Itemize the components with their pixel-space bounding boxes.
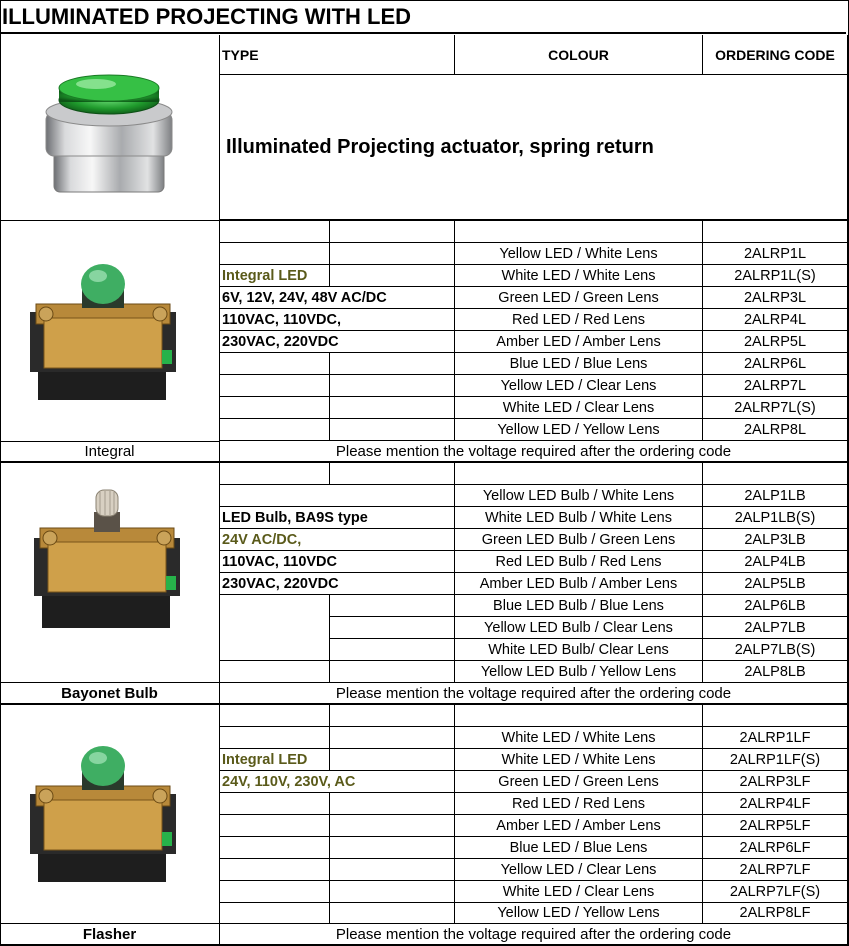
colour-cell: Yellow LED / Yellow Lens [455, 419, 703, 441]
colour-cell: Yellow LED / White Lens [455, 243, 703, 265]
spec-line: Integral LED [220, 749, 330, 771]
blank-cell [703, 705, 848, 727]
colour-cell: Amber LED Bulb / Amber Lens [455, 573, 703, 595]
blank-cell [455, 463, 703, 485]
colour-cell: Blue LED Bulb / Blue Lens [455, 595, 703, 617]
blank-cell [220, 419, 330, 441]
spec-line: 24V AC/DC, [220, 529, 455, 551]
blank-cell [330, 265, 455, 287]
blank-cell [330, 661, 455, 683]
blank-cell [330, 793, 455, 815]
ordering-code-cell: 2ALP3LB [703, 529, 848, 551]
blank-cell [220, 881, 330, 903]
blank-cell [330, 375, 455, 397]
blank-cell [220, 485, 455, 507]
ordering-code-cell: 2ALP4LB [703, 551, 848, 573]
blank-cell [330, 397, 455, 419]
ordering-code-cell: 2ALP5LB [703, 573, 848, 595]
section-name-integral: Integral [0, 441, 220, 463]
blank-cell [220, 397, 330, 419]
voltage-note: Please mention the voltage required after the ordering code [220, 924, 848, 945]
blank-cell [330, 749, 455, 771]
bayonet-bulb-block-photo [32, 482, 182, 632]
colour-cell: Blue LED / Blue Lens [455, 837, 703, 859]
blank-cell [330, 837, 455, 859]
blank-cell [330, 595, 455, 617]
colour-cell: Blue LED / Blue Lens [455, 353, 703, 375]
blank-cell [330, 705, 455, 727]
colour-cell: Yellow LED Bulb / Clear Lens [455, 617, 703, 639]
ordering-code-cell: 2ALP8LB [703, 661, 848, 683]
blank-cell [220, 727, 330, 749]
colour-cell: Red LED / Red Lens [455, 309, 703, 331]
spec-line: 110VAC, 110VDC, [220, 309, 455, 331]
ordering-code-cell: 2ALRP4L [703, 309, 848, 331]
ordering-code-cell: 2ALP1LB(S) [703, 507, 848, 529]
blank-cell [703, 463, 848, 485]
colour-cell: Green LED / Green Lens [455, 287, 703, 309]
colour-cell: Yellow LED Bulb / Yellow Lens [455, 661, 703, 683]
blank-cell [330, 903, 455, 924]
spec-line: 230VAC, 220VDC [220, 331, 455, 353]
ordering-code-cell: 2ALRP8LF [703, 903, 848, 924]
blank-cell [220, 661, 330, 683]
colour-cell: Yellow LED / Yellow Lens [455, 903, 703, 924]
ordering-code-cell: 2ALP7LB(S) [703, 639, 848, 661]
blank-cell [330, 419, 455, 441]
section-name-bayonet-bulb: Bayonet Bulb [0, 683, 220, 705]
section-name-flasher: Flasher [0, 924, 220, 945]
blank-cell [330, 353, 455, 375]
ordering-code-cell: 2ALRP3L [703, 287, 848, 309]
ordering-code-cell: 2ALRP7L [703, 375, 848, 397]
blank-cell [330, 859, 455, 881]
colour-cell: White LED Bulb/ Clear Lens [455, 639, 703, 661]
colour-cell: Yellow LED / Clear Lens [455, 375, 703, 397]
blank-cell [330, 727, 455, 749]
colour-cell: White LED / White Lens [455, 727, 703, 749]
blank-cell [220, 705, 330, 727]
colour-cell: Amber LED / Amber Lens [455, 815, 703, 837]
blank-cell [330, 221, 455, 243]
spec-line: Integral LED [220, 265, 330, 287]
blank-cell [220, 595, 330, 661]
ordering-code-cell: 2ALP1LB [703, 485, 848, 507]
voltage-note: Please mention the voltage required after the ordering code [220, 441, 848, 463]
blank-cell [455, 221, 703, 243]
product-description: Illuminated Projecting actuator, spring return [220, 75, 848, 221]
ordering-code-cell: 2ALRP1L [703, 243, 848, 265]
green-push-button-photo [24, 60, 194, 210]
ordering-code-cell: 2ALRP6L [703, 353, 848, 375]
ordering-code-cell: 2ALRP7LF [703, 859, 848, 881]
blank-cell [220, 463, 330, 485]
blank-cell [330, 881, 455, 903]
colour-cell: Yellow LED / Clear Lens [455, 859, 703, 881]
colour-cell: White LED / Clear Lens [455, 397, 703, 419]
blank-cell [220, 221, 330, 243]
voltage-note: Please mention the voltage required after the ordering code [220, 683, 848, 705]
ordering-code-cell: 2ALRP7LF(S) [703, 881, 848, 903]
colour-cell: White LED / Clear Lens [455, 881, 703, 903]
blank-cell [220, 837, 330, 859]
blank-cell [220, 243, 330, 265]
blank-cell [455, 705, 703, 727]
header-type: TYPE [220, 35, 455, 75]
flasher-led-block-photo [28, 740, 178, 886]
header-ordering-code: ORDERING CODE [703, 35, 848, 75]
blank-cell [220, 903, 330, 924]
blank-cell [220, 815, 330, 837]
ordering-code-cell: 2ALRP7L(S) [703, 397, 848, 419]
blank-cell [330, 243, 455, 265]
spec-line: 24V, 110V, 230V, AC [220, 771, 455, 793]
ordering-code-cell: 2ALRP3LF [703, 771, 848, 793]
blank-cell [220, 353, 330, 375]
ordering-code-cell: 2ALRP1L(S) [703, 265, 848, 287]
ordering-code-cell: 2ALP7LB [703, 617, 848, 639]
blank-cell [330, 815, 455, 837]
colour-cell: Red LED Bulb / Red Lens [455, 551, 703, 573]
ordering-code-cell: 2ALRP8L [703, 419, 848, 441]
colour-cell: White LED / White Lens [455, 749, 703, 771]
ordering-code-cell: 2ALRP1LF(S) [703, 749, 848, 771]
page-title: ILLUMINATED PROJECTING WITH LED [1, 1, 846, 34]
ordering-code-cell: 2ALRP5LF [703, 815, 848, 837]
spec-line: 6V, 12V, 24V, 48V AC/DC [220, 287, 455, 309]
colour-cell: White LED Bulb / White Lens [455, 507, 703, 529]
blank-cell [220, 793, 330, 815]
ordering-code-cell: 2ALRP6LF [703, 837, 848, 859]
ordering-code-cell: 2ALP6LB [703, 595, 848, 617]
integral-led-block-photo [28, 258, 178, 404]
spec-line: 110VAC, 110VDC [220, 551, 455, 573]
blank-cell [220, 375, 330, 397]
spec-line: LED Bulb, BA9S type [220, 507, 455, 529]
spec-line: 230VAC, 220VDC [220, 573, 455, 595]
colour-cell: White LED / White Lens [455, 265, 703, 287]
colour-cell: Red LED / Red Lens [455, 793, 703, 815]
blank-cell [330, 639, 455, 661]
ordering-code-cell: 2ALRP4LF [703, 793, 848, 815]
colour-cell: Yellow LED Bulb / White Lens [455, 485, 703, 507]
colour-cell: Green LED Bulb / Green Lens [455, 529, 703, 551]
colour-cell: Amber LED / Amber Lens [455, 331, 703, 353]
blank-cell [330, 463, 455, 485]
blank-cell [220, 859, 330, 881]
blank-cell [703, 221, 848, 243]
header-colour: COLOUR [455, 35, 703, 75]
ordering-code-cell: 2ALRP5L [703, 331, 848, 353]
ordering-code-cell: 2ALRP1LF [703, 727, 848, 749]
colour-cell: Green LED / Green Lens [455, 771, 703, 793]
blank-cell [330, 617, 455, 639]
